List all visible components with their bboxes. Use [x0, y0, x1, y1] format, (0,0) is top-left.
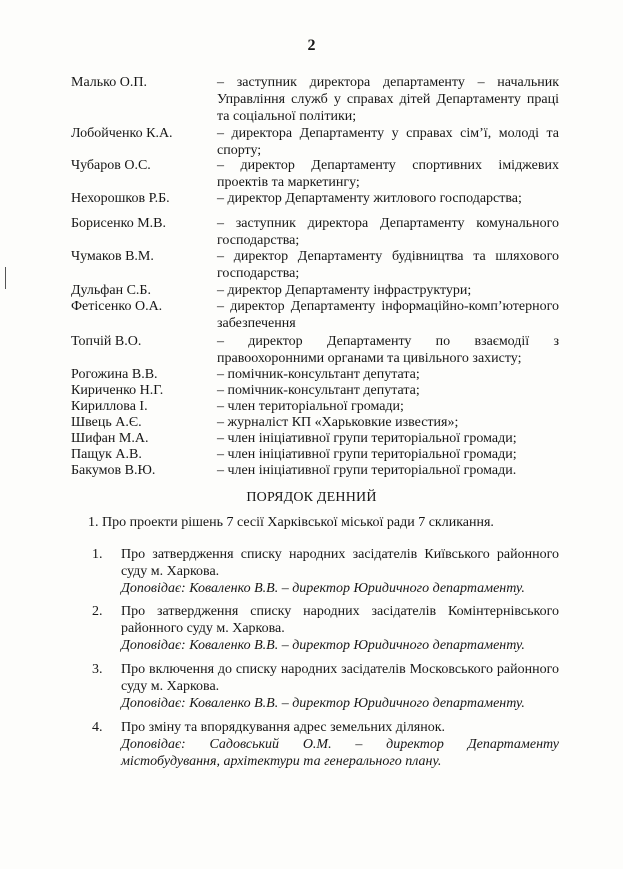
attendee-name: Шифан М.А. [71, 431, 149, 446]
attendee-name: Пащук А.В. [71, 447, 142, 462]
agenda-item-speaker: Доповідає: Садовський О.М. – директор Департаменту містобудування, архітектури та генерального плану. [121, 737, 559, 769]
attendee-name: Чумаков В.М. [71, 249, 154, 264]
attendee-name: Чубаров О.С. [71, 158, 151, 173]
agenda-item-speaker: Доповідає: Коваленко В.В. – директор Юридичного департаменту. [121, 581, 525, 596]
attendee-role: – директора Департаменту у справах сім’ї, молоді та спорту; [217, 126, 559, 158]
attendee-role: – журналіст КП «Харьковкие известия»; [217, 415, 459, 430]
agenda-item-number: 4. [92, 720, 103, 735]
attendee-role: – член ініціативної групи територіальної громади; [217, 447, 517, 462]
attendee-role: – директор Департаменту інформаційно-комп’ютерного забезпечення [217, 299, 559, 331]
attendee-role: – директор Департаменту інфраструктури; [217, 283, 472, 298]
attendee-role: – директор Департаменту спортивних іміджевих проектів та маркетингу; [217, 158, 559, 190]
agenda-item-speaker: Доповідає: Коваленко В.В. – директор Юридичного департаменту. [121, 696, 525, 711]
attendee-name: Кириченко Н.Г. [71, 383, 164, 398]
attendee-role: – заступник директора Департаменту комунального господарства; [217, 216, 559, 248]
agenda-item-speaker: Доповідає: Коваленко В.В. – директор Юридичного департаменту. [121, 638, 525, 653]
attendee-role: – заступник директора департаменту – начальник Управління служб у справах дітей Департаменту праці та соціальної політики; [217, 75, 559, 124]
attendee-name: Нехорошков Р.Б. [71, 191, 170, 206]
attendee-name: Швець А.Є. [71, 415, 142, 430]
page-number: 2 [307, 37, 316, 54]
attendee-name: Лобойченко К.А. [71, 126, 173, 141]
agenda-item-title: Про затвердження списку народних засідателів Комінтернівського районного суду м. Харкова. [121, 604, 559, 636]
agenda-item-title: Про включення до списку народних засідателів Московського районного суду м. Харкова. [121, 662, 559, 694]
attendee-name: Кириллова І. [71, 399, 148, 414]
agenda-item-number: 2. [92, 604, 103, 619]
attendee-role: – член ініціативної групи територіальної громади. [217, 463, 517, 478]
attendee-name: Топчій В.О. [71, 334, 142, 349]
agenda-main-item: 1. Про проекти рішень 7 сесії Харківської міської ради 7 скликання. [88, 515, 494, 530]
attendee-name: Малько О.П. [71, 75, 147, 90]
attendee-role: – директор Департаменту по взаємодії з правоохоронними органами та цивільного захисту; [217, 334, 559, 366]
attendee-name: Бакумов В.Ю. [71, 463, 156, 478]
attendee-role: – член територіальної громади; [217, 399, 404, 414]
attendee-role: – помічник-консультант депутата; [217, 383, 420, 398]
agenda-item-number: 1. [92, 547, 103, 562]
agenda-item-title: Про затвердження списку народних засідателів Київського районного суду м. Харкова. [121, 547, 559, 579]
agenda-item-title: Про зміну та впорядкування адрес земельних ділянок. [121, 720, 446, 735]
attendee-role: – директор Департаменту житлового господарства; [217, 191, 522, 206]
attendee-role: – директор Департаменту будівництва та шляхового господарства; [217, 249, 559, 281]
attendee-name: Фетісенко О.А. [71, 299, 163, 314]
attendee-name: Рогожина В.В. [71, 367, 158, 382]
attendee-role: – помічник-консультант депутата; [217, 367, 420, 382]
attendee-name: Дульфан С.Б. [71, 283, 151, 298]
agenda-item-number: 3. [92, 662, 103, 677]
attendee-role: – член ініціативної групи територіальної громади; [217, 431, 517, 446]
agenda-heading: ПОРЯДОК ДЕННИЙ [246, 490, 377, 505]
attendee-name: Борисенко М.В. [71, 216, 166, 231]
